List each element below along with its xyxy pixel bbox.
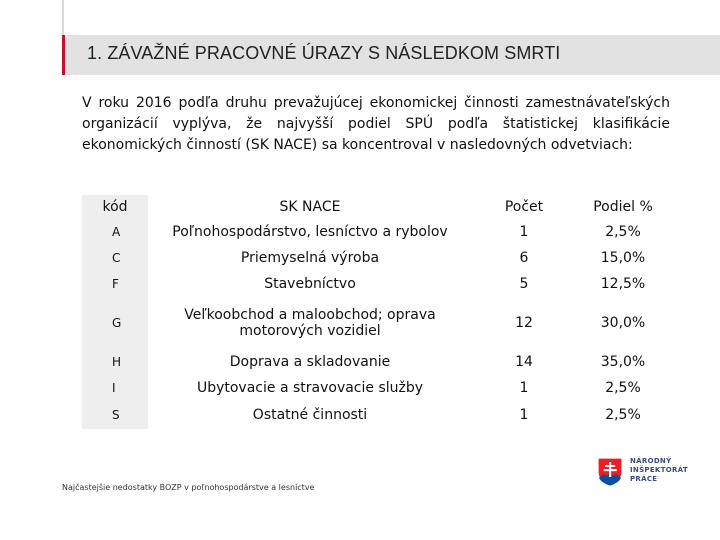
header-pocet: Počet — [504, 199, 544, 215]
row-pocet: 1 — [519, 407, 529, 423]
row-podiel: 12,5% — [600, 276, 646, 292]
row-pocet: 12 — [515, 315, 533, 331]
table-row — [82, 219, 670, 245]
row-kod: A — [82, 219, 148, 245]
table-row — [82, 375, 670, 401]
row-nace: Ubytovacie a stravovacie služby — [196, 380, 424, 396]
row-kod: I — [82, 375, 148, 401]
row-pocet: 1 — [519, 224, 529, 240]
top-divider — [62, 0, 64, 35]
footer-caption: Najčastejšie nedostatky BOZP v poľnohospodárstve a lesníctve — [62, 483, 315, 492]
row-kod: S — [82, 401, 148, 429]
row-nace-line2: motorových vozidiel — [239, 323, 381, 339]
row-pocet: 1 — [519, 380, 529, 396]
logo-line3: PRÁCE — [630, 475, 658, 483]
row-nace: Doprava a skladovanie — [229, 354, 391, 370]
table-row — [82, 271, 670, 297]
title-bar — [62, 35, 720, 75]
nace-table — [82, 195, 670, 429]
row-pocet: 5 — [519, 276, 529, 292]
logo-line2: INŠPEKTORÁT — [630, 466, 688, 474]
header-podiel: Podiel % — [593, 199, 653, 215]
row-podiel: 2,5% — [605, 380, 641, 396]
logo-text — [630, 457, 688, 484]
table-header-row — [82, 195, 670, 219]
row-kod: H — [82, 349, 148, 375]
row-kod: F — [82, 271, 148, 297]
table-row — [82, 245, 670, 271]
table-row — [82, 297, 670, 349]
logo-line1: NÁRODNÝ — [630, 457, 672, 465]
row-nace: Ostatné činnosti — [252, 407, 368, 423]
row-nace: Poľnohospodárstvo, lesníctvo a rybolov — [172, 224, 448, 240]
table-row — [82, 401, 670, 429]
table-row — [82, 349, 670, 375]
header-kod: kód — [82, 195, 148, 219]
row-pocet: 14 — [515, 354, 533, 370]
row-podiel: 2,5% — [605, 407, 641, 423]
row-podiel: 2,5% — [605, 224, 641, 240]
row-kod: G — [82, 297, 148, 349]
page-title: 1. ZÁVAŽNÉ PRACOVNÉ ÚRAZY S NÁSLEDKOM SMRTI — [87, 43, 561, 63]
nip-logo — [597, 457, 697, 501]
slovak-coat-of-arms-icon — [597, 457, 623, 487]
row-nace-line1: Veľkoobchod a maloobchod; oprava — [184, 307, 436, 323]
row-podiel: 30,0% — [600, 315, 646, 331]
row-podiel: 35,0% — [600, 354, 646, 370]
row-nace: Stavebníctvo — [264, 276, 356, 292]
row-nace: Priemyselná výroba — [240, 250, 380, 266]
row-nace — [148, 297, 472, 349]
row-pocet: 6 — [519, 250, 529, 266]
row-podiel: 15,0% — [600, 250, 646, 266]
row-kod: C — [82, 245, 148, 271]
intro-paragraph: V roku 2016 podľa druhu prevažujúcej ekonomickej činnosti zamestnávateľských organizácií vyplýva, že najvyšší podiel SPÚ podľa štatistickej klasifikácie ekonomických činností (SK NACE) sa koncentroval v nasledovných odvetviach: — [82, 95, 670, 153]
header-nace: SK NACE — [279, 199, 341, 215]
